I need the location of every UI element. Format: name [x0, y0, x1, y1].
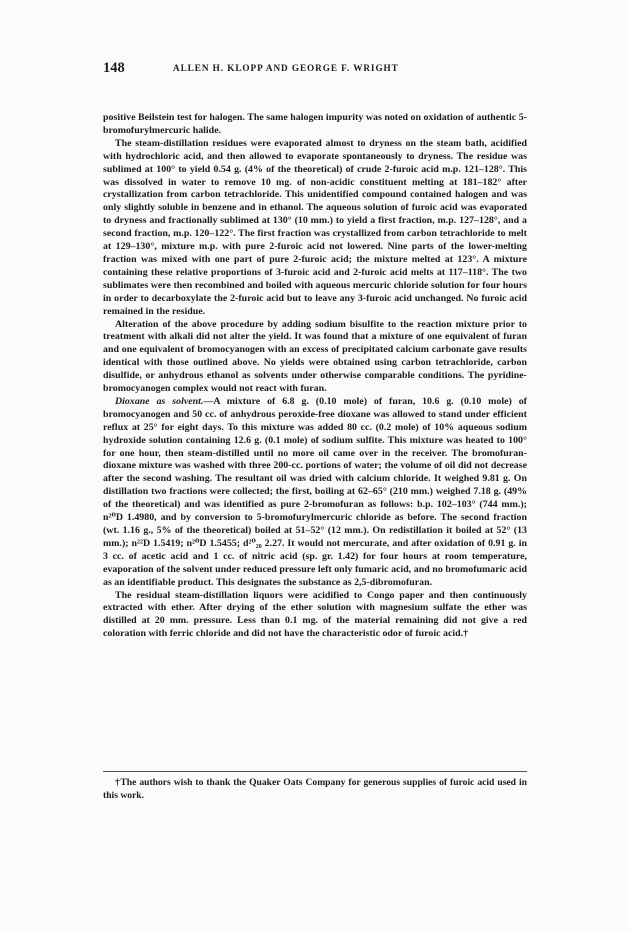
paragraph: The residual steam-distillation liquors were acidified to Congo paper and then continuously extracted with ether. After drying of the ether solution with magnesium sulfate the ether was distilled at 20 mm. pressure. Less than 0.1 mg. of the material remaining did not give a red coloration with ferric chloride and did not have the characteristic odor of furoic acid.†	[103, 589, 527, 640]
footnote-divider	[103, 771, 527, 772]
paragraph	[103, 396, 527, 590]
paragraph-body: —A mixture of 6.8 g. (0.10 mole) of furan, 10.6 g. (0.10 mole) of bromocyanogen and 50 cc. of anhydrous peroxide-free dioxane was allowed to stand under efficient reflux at 25° for eight days. To this mixture was added 80 cc. (0.2 mole) of 10% aqueous sodium hydroxide solution containing 12.6 g. (0.1 mole) of sodium sulfite. This mixture was heated to 100° for one hour, then steam-distilled until no more oil came over in the receiver. The bromofuran-dioxane mixture was washed with three 200-cc. portions of water; the volume of oil did not decrease after the second washing. The resultant oil was dried with calcium chloride. It weighed 9.81 g. On distillation two fractions were collected; the first, boiling at 62–65° (210 mm.) weighed 7.18 g. (49% of the theoretical) and was identified as pure 2-bromofuran as follows: b.p. 102–103° (744 mm.); n²⁰D 1.4980, and by conversion to 5-bromofurylmercuric chloride as before. The second fraction (wt. 1.16 g., 5% of the theoretical) boiled at 51–52° (12 mm.). On redistillation it boiled at 52° (13 mm.); n²²D 1.5419; n²⁰D 1.5455; d²⁰₂₀ 2.27. It would not mercurate, and after oxidation of 0.91 g. in 3 cc. of acetic acid and 1 cc. of nitric acid (sp. gr. 1.42) for four hours at room temperature, evaporation of the solvent under reduced pressure left only fumaric acid, and no bromofumaric acid as an identifiable product. This designates the substance as 2,5-dibromofuran.	[103, 395, 527, 588]
page-header	[103, 60, 527, 80]
paragraph: positive Beilstein test for halogen. The same halogen impurity was noted on oxidation of authentic 5-bromofurylmercuric halide.	[103, 112, 527, 136]
running-head: ALLEN H. KLOPP AND GEORGE F. WRIGHT	[173, 63, 399, 73]
body-text	[103, 112, 527, 641]
paragraph: Alteration of the above procedure by adding sodium bisulfite to the reaction mixture prior to treatment with alkali did not alter the yield. It was found that a mixture of one equivalent of furan and one equivalent of bromocyanogen with an excess of precipitated calcium carbonate gave results identical with those outlined above. No yields were obtained using carbon tetrachloride, carbon disulfide, or anhydrous ethanol as solvents under otherwise comparable conditions. The pyridine-bromocyanogen complex would not react with furan.	[103, 318, 527, 395]
page-number: 148	[103, 60, 125, 76]
section-run-in-heading: Dioxane as solvent.	[115, 395, 204, 407]
footnote-text: †The authors wish to thank the Quaker Oats Company for generous supplies of furoic acid used in this work.	[103, 777, 527, 801]
paragraph: The steam-distillation residues were evaporated almost to dryness on the steam bath, acidified with hydrochloric acid, and then allowed to evaporate spontaneously to dryness. The residue was sublimed at 100° to yield 0.54 g. (4% of the theoretical) of crude 2-furoic acid m.p. 121–128°. This was dissolved in water to remove 10 mg. of non-acidic constituent melting at 181–182° after crystallization from carbon tetrachloride. This unidentified compound contained halogen and was only slightly soluble in benzene and in ethanol. The aqueous solution of furoic acid was evaporated to dryness and fractionally sublimed at 130° (10 mm.) to yield a first fraction, m.p. 127–128°, and a second fraction, m.p. 120–122°. The first fraction was crystallized from carbon tetrachloride to melt at 129–130°, mixture m.p. with pure 2-furoic acid not lowered. Nine parts of the lower-melting fraction was mixed with one part of pure 2-furoic acid; the mixture melted at 123°. A mixture containing these relative proportions of 3-furoic acid and 2-furoic acid melts at 117–118°. The two sublimates were then recombined and boiled with aqueous mercuric chloride solution for four hours in order to decarboxylate the 2-furoic acid but to leave any 3-furoic acid unchanged. No furoic acid remained in the residue.	[103, 137, 527, 317]
footnote	[103, 777, 527, 802]
